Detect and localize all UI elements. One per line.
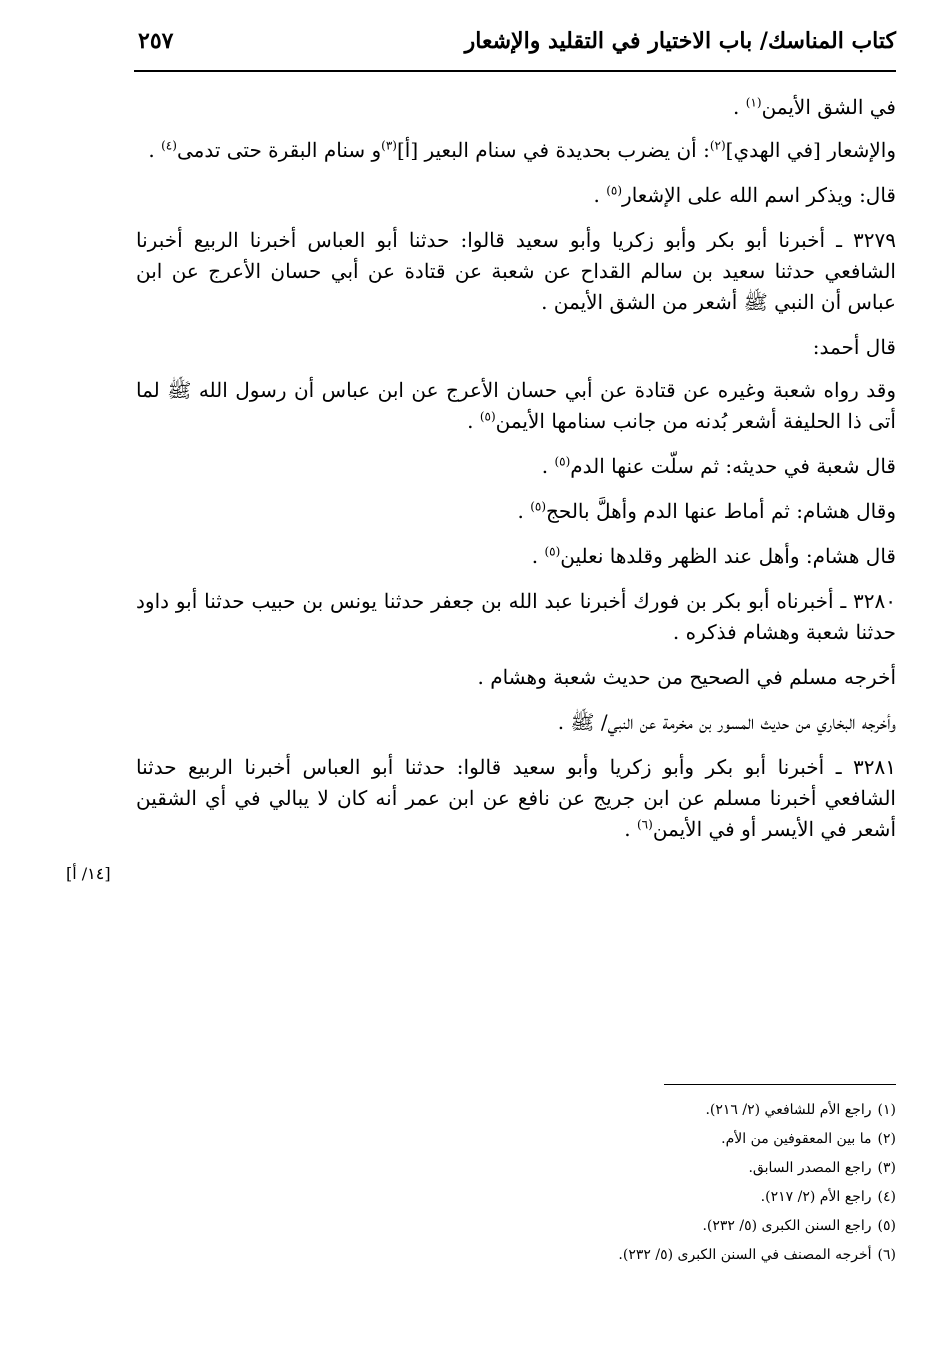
- paragraph: [136, 92, 896, 123]
- paragraph: [136, 451, 896, 482]
- footnote-number: (٥): [877, 1218, 896, 1234]
- paragraph: أخرجه مسلم في الصحيح من حديث شعبة وهشام .: [477, 665, 896, 689]
- footnote-item: [360, 1241, 896, 1270]
- paragraph-text: والإشعار [في الهدي]: [725, 138, 896, 162]
- footnote-marker: (٦): [636, 817, 653, 832]
- footnote-marker: (٥): [606, 183, 623, 198]
- footnote-marker: (٤): [161, 138, 177, 153]
- paragraph-end: .: [541, 454, 555, 478]
- footnote-marker: (١): [745, 95, 762, 110]
- footnote-text: راجع المصدر السابق.: [748, 1160, 872, 1176]
- footnote-text: أخرجه المصنف في السنن الكبرى (٥/ ٢٣٢).: [618, 1247, 872, 1263]
- footnote-item: [360, 1183, 896, 1212]
- footnote-number: (٢): [877, 1131, 896, 1147]
- footnote-text: راجع الأم (٢/ ٢١٧).: [760, 1189, 872, 1205]
- paragraph: [136, 135, 896, 166]
- manuscript-folio-note: [١٤/ أ]: [66, 864, 111, 883]
- paragraph-text: وقال هشام: ثم أماط عنها الدم وأهلَّ بالحج: [546, 499, 896, 523]
- footnote-marker: (٣): [381, 138, 397, 153]
- hadith-paragraph: ٣٢٧٩ ـ أخبرنا أبو بكر وأبو زكريا وأبو سعيد قالوا: حدثنا أبو العباس أخبرنا الربيع أخبرنا الشافعي حدثنا سعيد بن سالم القداح عن شعبة عن قتادة عن أبي حسان الأعرج عن ابن عباس أن النبي ﷺ أشعر من الشق الأيمن .: [136, 228, 896, 314]
- footnote-rule: [664, 1084, 896, 1085]
- paragraph-text: قال هشام: وأهل عند الظهر وقلدها نعلين: [560, 544, 896, 568]
- paragraph-text: و سنام البقرة حتى تدمى: [176, 138, 382, 162]
- footnote-number: (٣): [877, 1160, 896, 1176]
- footnote-number: (٤): [877, 1189, 896, 1205]
- paragraph: [136, 375, 896, 437]
- running-title: كتاب المناسك/ باب الاختيار في التقليد والإشعار: [464, 28, 896, 54]
- footnote-marker: (٢): [709, 138, 726, 153]
- paragraph-text: وقد رواه شعبة وغيره عن قتادة عن أبي حسان الأعرج عن ابن عباس أن رسول الله ﷺ لما أتى ذا الحليفة أشعر بُدنه من جانب سنامها الأيمن: [136, 378, 896, 433]
- footnote-text: راجع الأم للشافعي (٢/ ٢١٦).: [705, 1102, 872, 1118]
- paragraph: قال أحمد:: [812, 335, 896, 359]
- footnote-marker: (٥): [530, 499, 547, 514]
- paragraph-end: .: [148, 138, 162, 162]
- paragraph-end: .: [531, 544, 545, 568]
- footnote-text: راجع السنن الكبرى (٥/ ٢٣٢).: [702, 1218, 872, 1234]
- paragraph-end: .: [467, 409, 480, 433]
- paragraph: [136, 496, 896, 527]
- page-header: [134, 28, 896, 68]
- footnote-item: [360, 1154, 896, 1183]
- paragraph: وأخرجه البخاري من حديث المسور بن مخرمة عن النبي/ ﷺ .: [557, 710, 896, 734]
- hadith-paragraph: [136, 752, 896, 845]
- footnote-marker: (٥): [544, 544, 561, 559]
- hadith-paragraph: ٣٢٨٠ ـ أخبرناه أبو بكر بن فورك أخبرنا عبد الله بن جعفر حدثنا يونس بن حبيب حدثنا أبو داود حدثنا شعبة وهشام فذكره .: [136, 589, 896, 644]
- footnote-item: [360, 1125, 896, 1154]
- paragraph-text: قال: ويذكر اسم الله على الإشعار: [622, 183, 896, 207]
- paragraph-text: قال شعبة في حديثه: ثم سلّت عنها الدم: [570, 454, 896, 478]
- footnote-text: ما بين المعقوفين من الأم.: [721, 1131, 872, 1147]
- paragraph-end: .: [733, 95, 746, 119]
- paragraph-text: ٣٢٨١ ـ أخبرنا أبو بكر وأبو زكريا وأبو سعيد قالوا: حدثنا أبو العباس أخبرنا الربيع حدثنا الشافعي أخبرنا مسلم عن ابن جريج عن نافع عن ابن عمر أنه كان لا يبالي في أي الشقين أشعر في الأيسر أو في الأيمن: [136, 755, 896, 841]
- paragraph-end: .: [624, 817, 637, 841]
- footnote-item: [360, 1212, 896, 1241]
- header-rule: [134, 70, 896, 72]
- footnote-item: [360, 1096, 896, 1125]
- paragraph-end: .: [517, 499, 531, 523]
- paragraph: [136, 541, 896, 572]
- footnote-marker: (٥): [554, 454, 571, 469]
- paragraph-text: : أن يضرب بحديدة في سنام البعير [أ]: [396, 138, 710, 162]
- footnote-marker: (٥): [479, 409, 496, 424]
- footnotes: [360, 1096, 896, 1270]
- paragraph: [136, 180, 896, 211]
- paragraph-end: .: [593, 183, 607, 207]
- page-number: ٢٥٧: [138, 28, 174, 54]
- main-text: [136, 92, 896, 859]
- footnote-number: (٦): [877, 1247, 896, 1263]
- footnote-number: (١): [877, 1102, 896, 1118]
- paragraph-text: في الشق الأيمن: [761, 95, 896, 119]
